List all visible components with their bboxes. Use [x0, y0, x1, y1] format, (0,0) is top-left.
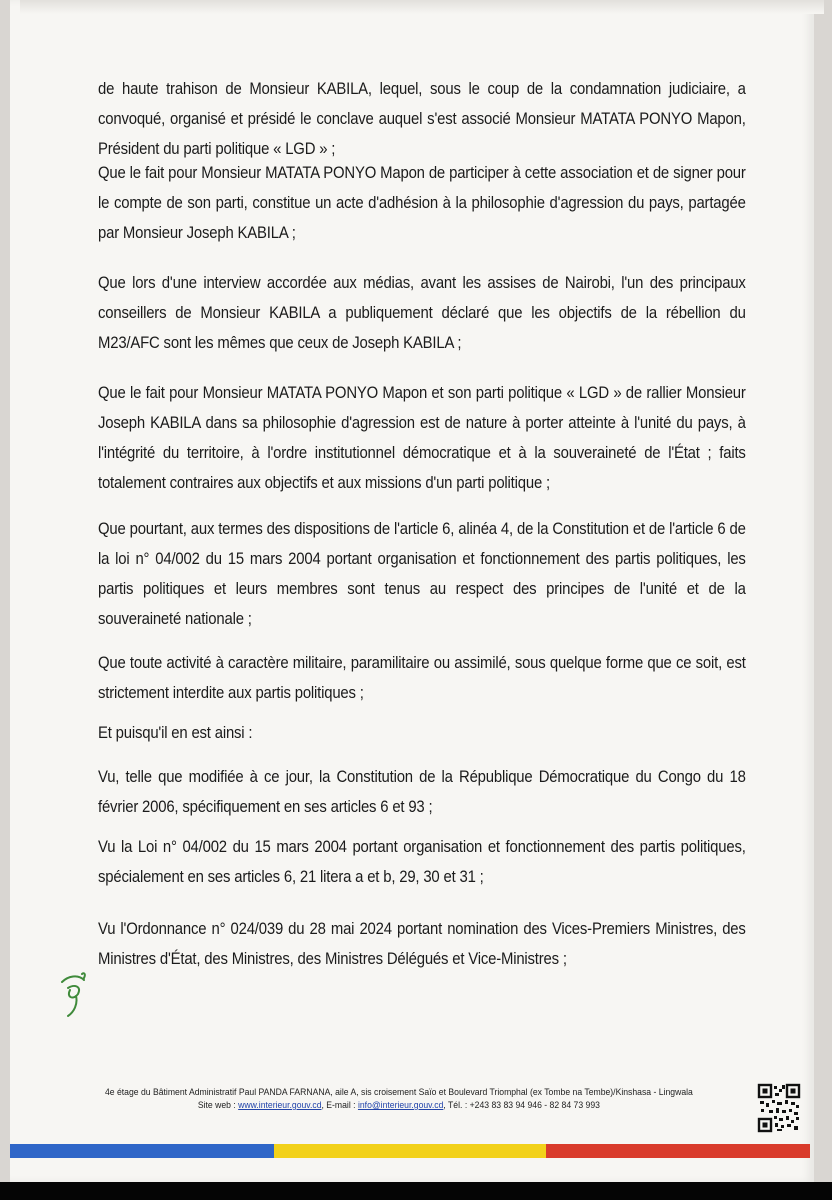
- email-label: , E-mail :: [321, 1100, 358, 1111]
- footer-contact: [88, 1099, 709, 1112]
- flag-band-red: [546, 1144, 810, 1158]
- paragraph-5: Que pourtant, aux termes des dispositions de l'article 6, alinéa 4, de la Constitution et de l'article 6 de la loi n° 04/002 du 15 mars 2004 portant organisation et fonctionnement des partis politiques, les partis politiques et leurs membres sont tenus au respect des principes de l'unité et de la souveraineté nationale ;: [98, 520, 746, 628]
- paragraph-9: Vu la Loi n° 04/002 du 15 mars 2004 portant organisation et fonctionnement des partis politiques, spécialement en ses articles 6, 21 litera a et b, 29, 30 et 31 ;: [98, 838, 746, 886]
- paragraph-4: Que le fait pour Monsieur MATATA PONYO Mapon et son parti politique « LGD » de rallier Monsieur Joseph KABILA dans sa philosophie d'agression est de nature à porter atteinte à l'unité du pays, à l'intégrité du territoire, à l'ordre institutionnel démocratique et à la souveraineté de l'État ; faits totalement contraires aux objectifs et aux missions d'un parti politique ;: [98, 384, 746, 492]
- paragraph-7: Et puisqu'il en est ainsi :: [98, 724, 253, 742]
- site-label: Site web :: [197, 1100, 239, 1111]
- page-top-shadow: [20, 0, 824, 14]
- bottom-edge: [0, 1182, 832, 1200]
- paragraph-3: Que lors d'une interview accordée aux médias, avant les assises de Nairobi, l'un des principaux conseillers de Monsieur KABILA a publiquement déclaré que les objectifs de la rébellion du M23/AFC sont les mêmes que ceux de Joseph KABILA ;: [98, 274, 746, 352]
- qr-code-icon: [757, 1083, 801, 1133]
- flag-color-band: [10, 1144, 810, 1158]
- paragraph-2: Que le fait pour Monsieur MATATA PONYO Mapon de participer à cette association et de signer pour le compte de son parti, constitue un acte d'adhésion à la philosophie d'agression du pays, partagée par Monsieur Joseph KABILA ;: [98, 164, 746, 242]
- paragraph-1: de haute trahison de Monsieur KABILA, lequel, sous le coup de la condamnation judiciaire, a convoqué, organisé et présidé le conclave auquel s'est associé Monsieur MATATA PONYO Mapon, Président du parti politique « LGD » ;: [98, 80, 746, 158]
- paragraph-8: Vu, telle que modifiée à ce jour, la Constitution de la République Démocratique du Congo du 18 février 2006, spécifiquement en ses articles 6 et 93 ;: [98, 768, 746, 816]
- paragraph-10: Vu l'Ordonnance n° 024/039 du 28 mai 2024 portant nomination des Vices-Premiers Ministres, des Ministres d'État, des Ministres, des Ministres Délégués et Vice-Ministres ;: [98, 920, 746, 968]
- site-link[interactable]: www.interieur.gouv.cd: [238, 1100, 322, 1111]
- footer-address: 4e étage du Bâtiment Administratif Paul PANDA FARNANA, aile A, sis croisement Saïo et Boulevard Triomphal (ex Tombe na Tembe)/Kinshasa - Lingwala: [104, 1087, 693, 1098]
- flag-band-blue: [10, 1144, 274, 1158]
- paragraph-6: Que toute activité à caractère militaire, paramilitaire ou assimilé, sous quelque forme que ce soit, est strictement interdite aux partis politiques ;: [98, 654, 746, 702]
- handwritten-initials: [56, 968, 92, 1020]
- email-link[interactable]: info@interieur.gouv.cd: [357, 1100, 444, 1111]
- phone-numbers: , Tél. : +243 83 83 94 946 - 82 84 73 993: [443, 1100, 600, 1111]
- flag-band-yellow: [274, 1144, 546, 1158]
